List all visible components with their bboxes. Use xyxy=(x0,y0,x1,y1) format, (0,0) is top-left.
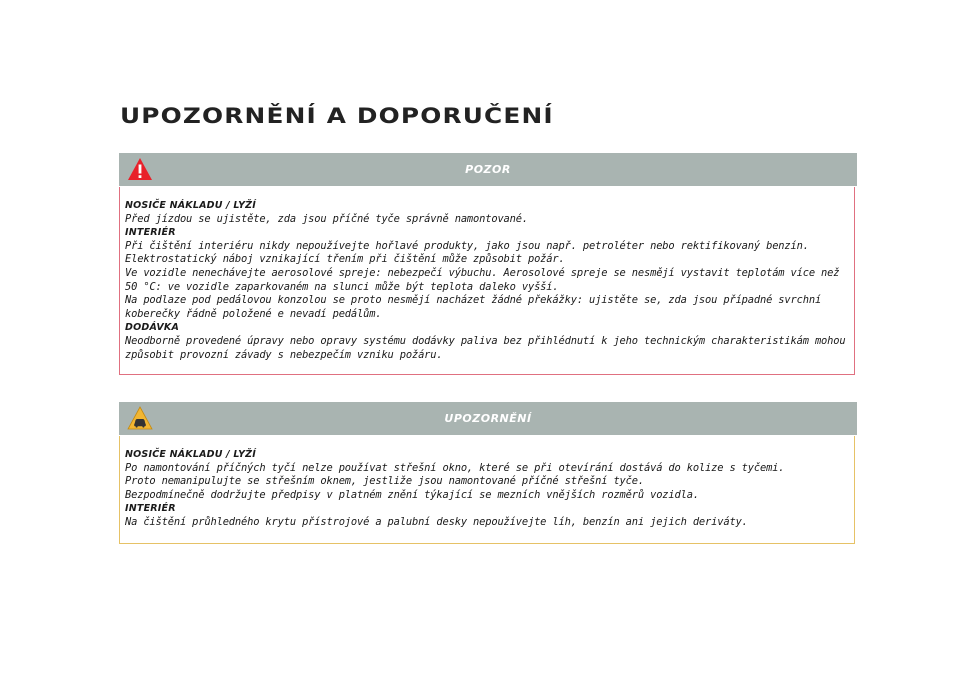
paragraph: Na podlaze pod pedálovou konzolou se proto nesmějí nacházet žádné překážky: ujistěte se, zda jsou případné svrchní koberečky řádně položené e nevadí pedálům. xyxy=(125,294,822,320)
caution-body xyxy=(119,436,855,544)
paragraph: Proto nemanipulujte se střešním oknem, jestliže jsou namontované příčné střešní tyče. xyxy=(125,475,644,488)
paragraph: Na čištění průhledného krytu přístrojové a palubní desky nepoužívejte líh, benzín ani jejich deriváty. xyxy=(125,515,748,528)
caution-label: UPOZORNĚNÍ xyxy=(444,412,532,425)
section-heading: INTERIÉR xyxy=(125,227,176,239)
caution-header xyxy=(119,402,857,435)
paragraph: Neodborně provedené úpravy nebo opravy systému dodávky paliva bez přihlédnutí k jeho technickým charakteristikám mohou způsobit provozní závady s nebezpečím vzniku požáru. xyxy=(125,334,846,361)
warning-header xyxy=(119,153,857,186)
warning-body xyxy=(119,187,855,375)
paragraph: Při čištění interiéru nikdy nepoužívejte hořlavé produkty, jako jsou např. petroléter nebo rektifikovaný benzín. Elektrostatický náboj vznikající třením při čištění může způsobit požár. xyxy=(125,239,809,266)
warning-triangle-icon xyxy=(127,156,153,182)
paragraph: Ve vozidle nenechávejte aerosolové spreje: nebezpečí výbuchu. Aerosolové spreje se nesmějí vystavit teplotám více než 50 °C: ve vozidle zaparkovaném na slunci může být teplota daleko vyšší. xyxy=(125,266,840,293)
section-heading: DODÁVKA xyxy=(125,322,180,334)
paragraph: Před jízdou se ujistěte, zda jsou příčné tyče správně namontované. xyxy=(125,212,528,225)
section-heading: INTERIÉR xyxy=(125,503,176,515)
section-heading: NOSIČE NÁKLADU / LYŽÍ xyxy=(125,449,257,460)
warning-label: POZOR xyxy=(465,163,511,176)
car-hazard-triangle-icon xyxy=(127,405,153,431)
paragraph: Bezpodmínečně dodržujte předpisy v platném znění týkající se mezních vnějších rozměrů vozidla. xyxy=(125,488,699,501)
section-heading: NOSIČE NÁKLADU / LYŽÍ xyxy=(125,200,257,211)
paragraph: Po namontování příčných tyčí nelze používat střešní okno, které se při otevírání dostává do kolize s tyčemi. xyxy=(125,461,785,474)
page-title: UPOZORNĚNÍ A DOPORUČENÍ xyxy=(120,104,554,128)
